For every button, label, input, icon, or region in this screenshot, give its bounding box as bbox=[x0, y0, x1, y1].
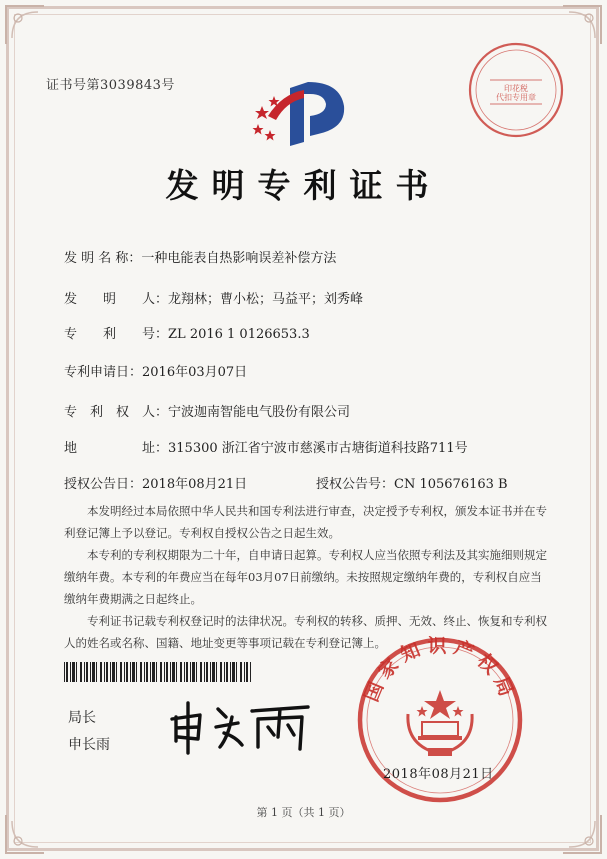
barcode-bar bbox=[120, 662, 122, 682]
barcode-bar bbox=[132, 662, 135, 682]
barcode-bar bbox=[80, 662, 82, 682]
page-number: 第 1 页（共 1 页） bbox=[256, 806, 351, 819]
paragraph-legal-status: 专利证书记载专利权登记时的法律状况。专利权的转移、质押、无效、终止、恢复和专利权人的姓名或名称、国籍、地址变更等事项记载在专利登记簿上。 bbox=[64, 614, 547, 650]
barcode-bar bbox=[106, 662, 108, 682]
address: 315300 浙江省宁波市慈溪市古塘街道科技路711号 bbox=[168, 441, 468, 456]
barcode-bar bbox=[216, 662, 217, 682]
barcode-bar bbox=[130, 662, 131, 682]
grant-number: CN 105676163 B bbox=[394, 477, 508, 492]
barcode-bar bbox=[220, 662, 222, 682]
inventor-label: 发 明 人： bbox=[64, 292, 169, 307]
address-label: 地 址： bbox=[64, 441, 169, 456]
barcode-bar bbox=[206, 662, 208, 682]
patentee: 宁波迦南智能电气股份有限公司 bbox=[168, 405, 351, 420]
barcode-bar bbox=[70, 662, 71, 682]
barcode-bar bbox=[180, 662, 182, 682]
barcode-bar bbox=[112, 662, 115, 682]
barcode-bar bbox=[246, 662, 248, 682]
barcode-bar bbox=[196, 662, 197, 682]
grant-number-label: 授权公告号： bbox=[316, 477, 395, 492]
invention-name-label: 发 明 名 称： bbox=[64, 251, 142, 266]
certificate-number: 证书号第3039843号 bbox=[46, 78, 175, 93]
barcode-bar bbox=[170, 662, 171, 682]
barcode-bar bbox=[116, 662, 117, 682]
barcode-bar bbox=[226, 662, 228, 682]
barcode-bar bbox=[136, 662, 137, 682]
inventor-row bbox=[64, 288, 363, 307]
barcode-bar bbox=[66, 662, 68, 682]
patentee-label: 专 利 权 人： bbox=[64, 405, 169, 420]
director-name: 申长雨 bbox=[68, 737, 110, 753]
barcode-icon bbox=[64, 662, 254, 682]
patent-office-logo-icon bbox=[248, 76, 358, 148]
barcode-bar bbox=[156, 662, 157, 682]
inventor: 龙翔林；曹小松；马益平；刘秀峰 bbox=[168, 292, 364, 307]
barcode-bar bbox=[100, 662, 102, 682]
grant-date: 2018年08月21日 bbox=[142, 477, 248, 492]
barcode-bar bbox=[140, 662, 142, 682]
barcode-bar bbox=[92, 662, 95, 682]
barcode-bar bbox=[166, 662, 168, 682]
barcode-bar bbox=[184, 662, 185, 682]
invention-name-row bbox=[64, 247, 336, 266]
barcode-bar bbox=[200, 662, 202, 682]
corner-ornament-icon bbox=[2, 2, 48, 48]
svg-text:印花税: 印花税 bbox=[504, 84, 528, 93]
barcode-bar bbox=[104, 662, 105, 682]
barcode-bar bbox=[190, 662, 191, 682]
barcode-bar bbox=[192, 662, 195, 682]
barcode-bar bbox=[240, 662, 242, 682]
filing-date: 2016年03月07日 bbox=[142, 365, 248, 380]
barcode-bar bbox=[210, 662, 211, 682]
paragraph-term: 本专利的专利权期限为二十年，自申请日起算。专利权人应当依照专利法及其实施细则规定缴纳年费。本专利的年费应当在每年03月07日前缴纳。未按照规定缴纳年费的，专利权自应当缴纳年费期满之日起终止。 bbox=[64, 548, 547, 606]
barcode-bar bbox=[176, 662, 177, 682]
barcode-bar bbox=[232, 662, 235, 682]
barcode-bar bbox=[90, 662, 91, 682]
paragraph-grant: 本发明经过本局依照中华人民共和国专利法进行审查，决定授予专利权，颁发本证书并在专利登记簿上予以登记。专利权自授权公告之日起生效。 bbox=[64, 504, 547, 540]
address-row bbox=[64, 437, 468, 456]
barcode-bar bbox=[230, 662, 231, 682]
patentee-row bbox=[64, 401, 350, 420]
barcode-bar bbox=[164, 662, 165, 682]
barcode-bar bbox=[64, 662, 65, 682]
barcode-bar bbox=[250, 662, 251, 682]
barcode-bar bbox=[172, 662, 175, 682]
barcode-bar bbox=[76, 662, 77, 682]
certificate-body bbox=[64, 500, 549, 654]
filing-date-label: 专利申请日： bbox=[64, 365, 143, 380]
barcode-bar bbox=[152, 662, 155, 682]
barcode-bar bbox=[96, 662, 97, 682]
grant-date-label: 授权公告日： bbox=[64, 477, 143, 492]
barcode-bar bbox=[224, 662, 225, 682]
barcode-bar bbox=[144, 662, 145, 682]
barcode-bar bbox=[150, 662, 151, 682]
barcode-bar bbox=[86, 662, 88, 682]
barcode-bar bbox=[244, 662, 245, 682]
seal-date: 2018年08月21日 bbox=[383, 767, 494, 782]
barcode-bar bbox=[212, 662, 215, 682]
patent-number-label: 专 利 号： bbox=[64, 327, 169, 342]
grant-number-row bbox=[316, 473, 508, 492]
barcode-bar bbox=[72, 662, 75, 682]
barcode-bar bbox=[236, 662, 237, 682]
grant-date-row bbox=[64, 473, 247, 492]
filing-date-row bbox=[64, 361, 247, 380]
director-signature-icon bbox=[166, 697, 316, 755]
svg-text:代扣专用章: 代扣专用章 bbox=[496, 93, 536, 102]
barcode-bar bbox=[124, 662, 125, 682]
tax-stamp-icon bbox=[466, 40, 566, 140]
barcode-bar bbox=[204, 662, 205, 682]
barcode-bar bbox=[186, 662, 188, 682]
barcode-bar bbox=[146, 662, 148, 682]
seal-text: 国家知识产权局 bbox=[360, 636, 520, 705]
patent-number-row bbox=[64, 323, 310, 342]
invention-name: 一种电能表自热影响误差补偿方法 bbox=[141, 251, 337, 266]
patent-number: ZL 2016 1 0126653.3 bbox=[168, 327, 310, 342]
barcode-bar bbox=[84, 662, 85, 682]
director-title: 局长 bbox=[68, 710, 96, 726]
certificate-title: 发明专利证书 bbox=[165, 166, 442, 205]
barcode-bar bbox=[160, 662, 162, 682]
barcode-bar bbox=[126, 662, 128, 682]
barcode-bar bbox=[110, 662, 111, 682]
